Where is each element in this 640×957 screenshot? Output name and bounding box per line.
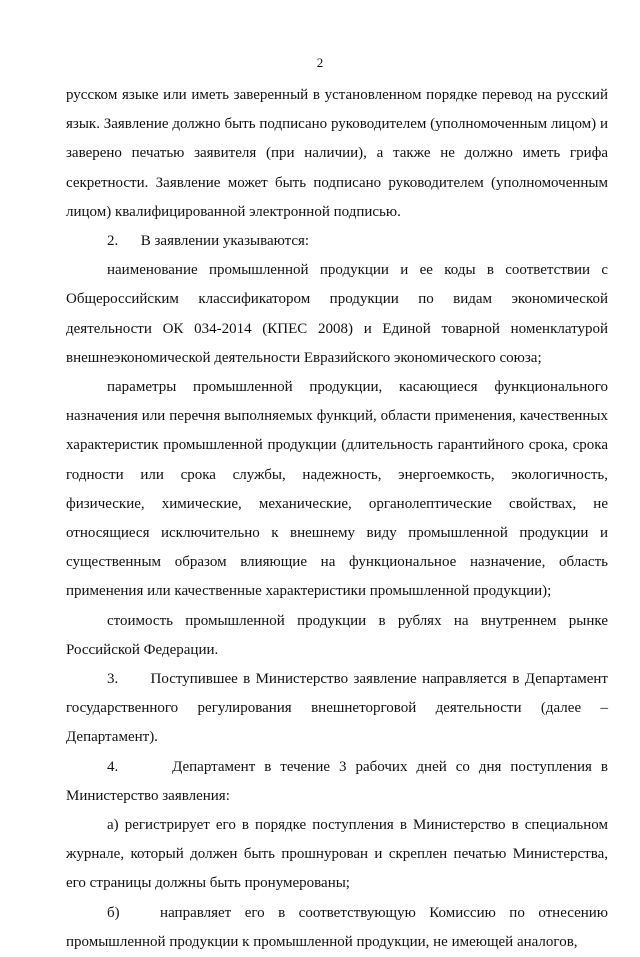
page-number: 2 (316, 55, 324, 70)
paragraph-product-parameters: параметры промышленной продукции, касающиеся функционального назначения или перечня выполняемых функций, области применения, качественных характеристик промышленной продукции (длительность гарантийного срока, срока годности или срока службы, надежность, энергоемкость, экологичность, физические, химические, механические, органолептические свойствах, не относящиеся исключительно к внешнему виду промышленной продукции и существенным образом влияющие на функциональное назначение, область применения или качественные характеристики промышленной продукции); (66, 379, 608, 600)
paragraph-item-2: 2. В заявлении указываются: (107, 233, 310, 250)
paragraph-subitem-a: а) регистрирует его в порядке поступления в Министерство в специальном журнале, который должен быть прошнурован и скреплен печатью Министерства, его страницы должны быть пронумерованы; (66, 817, 608, 892)
paragraph-product-cost: стоимость промышленной продукции в рублях на внутреннем рынке Российской Федерации. (66, 612, 608, 658)
paragraph-item-3: 3. Поступившее в Министерство заявление направляется в Департамент государственного регулирования внешнеторговой деятельности (далее – Департамент). (66, 671, 608, 746)
paragraph-product-name: наименование промышленной продукции и ее коды в соответствии с Общероссийским классификатором продукции по видам экономической деятельности ОК 034-2014 (КПЕС 2008) и Единой товарной номенклатурой внешнеэкономической деятельности Евразийского экономического союза; (66, 262, 608, 366)
paragraph-subitem-b: б) направляет его в соответствующую Комиссию по отнесению промышленной продукции к промышленной продукции, не имеющей аналогов, (66, 904, 608, 950)
paragraph-continuation: русском языке или иметь заверенный в установленном порядке перевод на русский язык. Заявление должно быть подписано руководителем (уполномоченным лицом) и заверено печатью заявителя (при наличии), а также не должно иметь грифа секретности. Заявление может быть подписано руководителем (уполномоченным лицом) квалифицированной электронной подписью. (66, 87, 608, 220)
paragraph-item-4: 4. Департамент в течение 3 рабочих дней со дня поступления в Министерство заявления: (66, 758, 608, 804)
document-body (66, 81, 608, 957)
